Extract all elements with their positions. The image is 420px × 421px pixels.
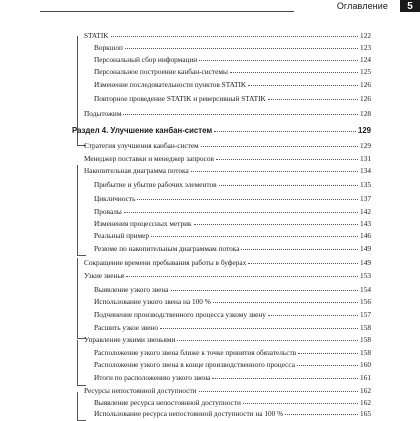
entry-page: 153 xyxy=(360,271,371,280)
entry-page: 149 xyxy=(360,258,371,267)
dot-leader xyxy=(177,339,358,341)
entry-page: 154 xyxy=(360,285,371,294)
entry-page: 142 xyxy=(360,207,371,216)
entry-page: 128 xyxy=(360,109,371,118)
toc-entry[interactable] xyxy=(94,323,371,333)
entry-page: 129 xyxy=(360,141,371,150)
entry-title: Реальный пример xyxy=(94,231,150,240)
entry-title: Подытожим xyxy=(84,109,122,118)
toc-entry[interactable] xyxy=(94,348,371,358)
dot-leader xyxy=(219,184,358,186)
dot-leader xyxy=(243,402,358,404)
entry-title: Персональный сбор информации xyxy=(94,55,198,64)
dot-leader xyxy=(201,145,358,147)
entry-page: 158 xyxy=(360,335,371,344)
dot-leader xyxy=(111,35,358,37)
dot-leader xyxy=(191,170,358,172)
entry-page: 126 xyxy=(360,80,371,89)
entry-page: 135 xyxy=(360,180,371,189)
entry-page: 122 xyxy=(360,31,371,40)
entry-page: 125 xyxy=(360,67,371,76)
entry-title: Изменение последовательности пунктов STATIK xyxy=(94,80,247,89)
dot-leader xyxy=(268,98,358,100)
toc-entry[interactable] xyxy=(94,244,371,254)
toc-entry[interactable] xyxy=(94,67,371,77)
entry-title: Узкие звенья xyxy=(84,271,125,280)
entry-title: Сокращение времени пребывания работы в буферах xyxy=(84,258,247,267)
dot-leader xyxy=(123,113,358,115)
entry-page: 156 xyxy=(360,297,371,306)
section-bracket xyxy=(77,165,86,256)
toc-entry[interactable] xyxy=(94,207,371,217)
dot-leader xyxy=(199,390,359,392)
entry-title: Менеджер поставки и менеджер запросов xyxy=(84,154,215,163)
toc-entry[interactable] xyxy=(84,386,371,396)
part-title: Раздел 4. Улучшение канбан-систем xyxy=(72,126,213,135)
toc-entry[interactable] xyxy=(94,180,371,190)
toc-entry[interactable] xyxy=(94,55,371,65)
toc-entry[interactable] xyxy=(84,335,371,345)
entry-page: 124 xyxy=(360,55,371,64)
entry-title: Выявление ресурса непостоянной доступности xyxy=(94,398,241,407)
entry-page: 162 xyxy=(360,386,371,395)
entry-page: 131 xyxy=(360,154,371,163)
page-number: 5 xyxy=(400,0,420,12)
toc-entry[interactable] xyxy=(94,219,371,229)
entry-page: 160 xyxy=(360,360,371,369)
entry-title: Накопительная диаграмма потока xyxy=(84,166,189,175)
entry-title: Резюме по накопительным диаграммам потока xyxy=(94,244,240,253)
entry-title: Провалы xyxy=(94,207,122,216)
dot-leader xyxy=(171,289,359,291)
toc-entry[interactable] xyxy=(94,231,371,241)
toc-entry[interactable] xyxy=(84,271,371,281)
toc-entry[interactable] xyxy=(84,31,371,41)
entry-title: Выявление узкого звена xyxy=(94,285,169,294)
toc-entry[interactable] xyxy=(84,141,371,151)
dot-leader xyxy=(137,198,358,200)
dot-leader xyxy=(216,158,358,160)
dot-leader xyxy=(268,314,358,316)
entry-title: Персональное построение канбан-системы xyxy=(94,67,228,76)
entry-title: Расположение узкого звена в конце производственного процесса xyxy=(94,360,295,369)
dot-leader xyxy=(298,352,358,354)
toc-entry[interactable] xyxy=(94,80,371,90)
part-page: 129 xyxy=(357,126,371,135)
dot-leader xyxy=(125,47,358,49)
entry-title: STATIK xyxy=(84,31,109,40)
entry-title: Стратегия улучшения канбан-систем xyxy=(84,141,199,150)
entry-page: 137 xyxy=(360,194,371,203)
entry-title: Цикличность xyxy=(94,194,136,203)
dot-leader xyxy=(248,84,358,86)
entry-title: Подчинение производственного процесса узкому звену xyxy=(94,310,266,319)
entry-title: Использование ресурса непостоянной доступности на 100 % xyxy=(94,409,284,418)
dot-leader xyxy=(285,413,358,415)
entry-title: Итоги по расположению узкого звена xyxy=(94,373,211,382)
toc-entry[interactable] xyxy=(84,258,371,268)
running-header xyxy=(0,0,420,14)
toc-entry[interactable] xyxy=(84,166,371,176)
entry-title: Повторное проведение STATIK и реверсивный STATIK xyxy=(94,94,266,103)
entry-page: 161 xyxy=(360,373,371,382)
dot-leader xyxy=(214,130,356,132)
dot-leader xyxy=(151,235,358,237)
section-bracket xyxy=(77,340,86,386)
entry-page: 158 xyxy=(360,323,371,332)
entry-title: Прибытие и убытие рабочих элементов xyxy=(94,180,217,189)
toc-entry[interactable] xyxy=(94,310,371,320)
section-bracket xyxy=(77,392,86,421)
entry-page: 158 xyxy=(360,348,371,357)
toc-entry[interactable] xyxy=(94,360,371,370)
dot-leader xyxy=(126,275,358,277)
entry-page: 162 xyxy=(360,398,371,407)
toc-part-heading[interactable] xyxy=(72,126,371,136)
toc-entry[interactable] xyxy=(94,297,371,307)
dot-leader xyxy=(212,377,358,379)
toc-entry[interactable] xyxy=(94,409,371,419)
header-tab xyxy=(294,0,420,12)
toc-entry[interactable] xyxy=(94,43,371,53)
dot-leader xyxy=(213,301,358,303)
dot-leader xyxy=(230,71,358,73)
toc-entry[interactable] xyxy=(84,109,371,119)
toc-entry[interactable] xyxy=(84,154,371,164)
entry-title: Воркшоп xyxy=(94,43,123,52)
dot-leader xyxy=(248,262,358,264)
entry-title: Использование узкого звена на 100 % xyxy=(94,297,211,306)
toc-entry[interactable] xyxy=(94,373,371,383)
entry-page: 143 xyxy=(360,219,371,228)
entry-title: Ресурсы непостоянной доступности xyxy=(84,386,197,395)
entry-page: 126 xyxy=(360,94,371,103)
entry-page: 146 xyxy=(360,231,371,240)
toc-entry[interactable] xyxy=(94,94,371,104)
dot-leader xyxy=(194,223,358,225)
dot-leader xyxy=(241,248,358,250)
toc-entry[interactable] xyxy=(94,398,371,408)
entry-title: Изменения процессных метрик xyxy=(94,219,192,228)
toc-entry[interactable] xyxy=(94,194,371,204)
entry-title: Расположение узкого звена ближе к точке принятия обязательств xyxy=(94,348,297,357)
header-title: Оглавление xyxy=(336,1,388,11)
dot-leader xyxy=(124,211,358,213)
entry-page: 165 xyxy=(360,409,371,418)
entry-title: Расшить узкое звено xyxy=(94,323,158,332)
dot-leader xyxy=(297,364,358,366)
entry-page: 157 xyxy=(360,310,371,319)
toc-entry[interactable] xyxy=(94,285,371,295)
dot-leader xyxy=(160,327,358,329)
entry-page: 134 xyxy=(360,166,371,175)
dot-leader xyxy=(199,59,358,61)
entry-page: 123 xyxy=(360,43,371,52)
entry-page: 149 xyxy=(360,244,371,253)
entry-title: Управление узкими звеньями xyxy=(84,335,176,344)
